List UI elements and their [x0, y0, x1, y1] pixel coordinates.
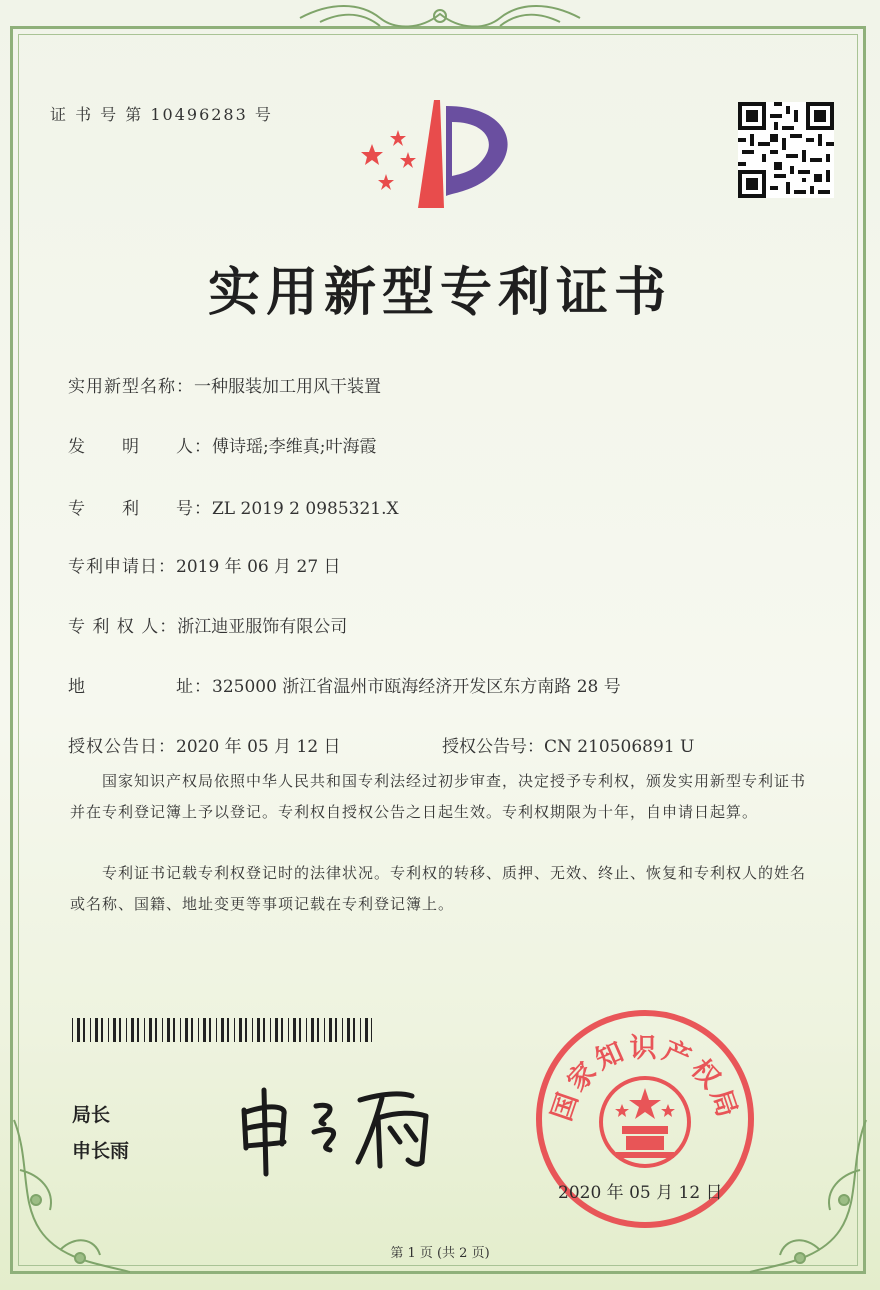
patent-office-logo	[360, 92, 530, 212]
qr-code	[738, 102, 834, 198]
field-application-date-value: 2019 年 06 月 27 日	[176, 557, 341, 577]
paragraph-grant-statement: 国家知识产权局依照中华人民共和国专利法经过初步审查，决定授予专利权，颁发实用新型专利证书并在专利登记簿上予以登记。专利权自授权公告之日起生效。专利权期限为十年，自申请日起算。	[70, 772, 807, 821]
field-application-date-label: 专利申请日：	[68, 557, 176, 577]
field-patent-no-value: ZL 2019 2 0985321.X	[212, 499, 399, 519]
page-indicator: 第 1 页 (共 2 页)	[390, 1246, 490, 1261]
field-grant-date-label: 授权公告日：	[68, 737, 176, 757]
field-patentee-label: 专 利 权 人：	[68, 617, 178, 637]
barcode	[72, 1018, 372, 1042]
field-patent-no	[68, 494, 399, 519]
director-title: 局长	[72, 1104, 111, 1126]
field-address-value: 325000 浙江省温州市瓯海经济开发区东方南路 28 号	[212, 677, 621, 697]
certificate-title: 实用新型专利证书	[207, 263, 672, 323]
field-inventor-label: 发 明 人：	[68, 437, 212, 457]
paragraph-legal-status: 专利证书记载专利权登记时的法律状况。专利权的转移、质押、无效、终止、恢复和专利权人的姓名或名称、国籍、地址变更等事项记载在专利登记簿上。	[70, 864, 807, 913]
field-grant-no-value: CN 210506891 U	[544, 737, 695, 757]
field-grant-no-label: 授权公告号：	[442, 737, 544, 757]
field-patent-no-label: 专 利 号：	[68, 499, 212, 519]
field-inventor-value: 傅诗瑶;李维真;叶海霞	[212, 437, 377, 457]
field-address	[68, 672, 621, 697]
field-patentee-value: 浙江迪亚服饰有限公司	[177, 617, 348, 637]
certificate-number: 证 书 号 第 10496283 号	[50, 105, 273, 124]
field-application-date	[68, 552, 341, 577]
director-signature	[230, 1070, 460, 1180]
field-address-label: 地 址：	[68, 677, 212, 697]
field-name	[68, 372, 381, 397]
field-grant-date-value: 2020 年 05 月 12 日	[176, 737, 341, 757]
field-grant-date	[68, 732, 341, 757]
field-patentee	[68, 612, 347, 637]
field-inventor	[68, 432, 376, 457]
field-name-value: 一种服装加工用风干装置	[194, 377, 381, 397]
field-grant-no	[442, 732, 694, 757]
seal-date: 2020 年 05 月 12 日	[558, 1183, 723, 1203]
seal-text: 国家知识产权局	[546, 1033, 744, 1125]
field-name-label: 实用新型名称：	[68, 377, 194, 397]
director-name: 申长雨	[72, 1140, 130, 1162]
